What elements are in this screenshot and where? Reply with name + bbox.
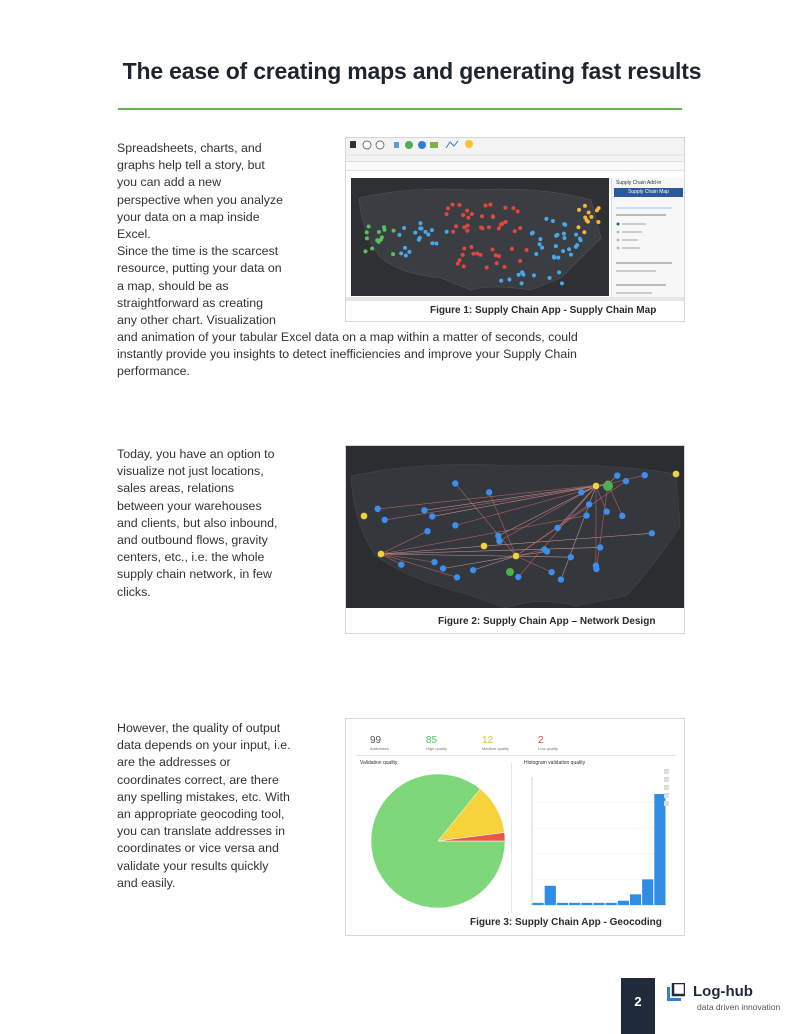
ribbon-icons <box>346 138 684 162</box>
kpi-label: Low quality <box>538 746 559 751</box>
map-marker <box>462 264 466 268</box>
text-line: coordinates correct, are there <box>117 772 279 787</box>
map-marker <box>520 270 524 274</box>
map-marker <box>404 253 408 257</box>
map-marker <box>375 238 379 242</box>
chart-divider <box>511 763 512 913</box>
customer-node <box>586 501 592 507</box>
map-marker <box>532 273 536 277</box>
text-line: any other chart. Visualization <box>117 313 276 328</box>
map-marker <box>586 220 590 224</box>
customer-node <box>558 576 564 582</box>
map-marker <box>383 228 387 232</box>
customer-node <box>486 489 492 495</box>
map-marker <box>582 230 586 234</box>
map-marker <box>470 212 474 216</box>
map-marker <box>469 245 473 249</box>
map-marker <box>552 256 556 260</box>
customer-node <box>424 528 430 534</box>
kpi-divider <box>356 755 676 756</box>
kpi-value: 99 <box>370 735 382 746</box>
validation-pie-chart <box>368 771 508 911</box>
map-marker <box>507 278 511 282</box>
customer-node <box>597 544 603 550</box>
customer-node <box>431 559 437 565</box>
log-hub-logo-icon <box>667 983 685 1001</box>
customer-node <box>382 517 388 523</box>
excel-ribbon <box>346 138 684 162</box>
network-canvas <box>346 446 684 608</box>
customer-node <box>649 530 655 536</box>
map-marker <box>587 211 591 215</box>
hub-node <box>603 481 613 491</box>
map-canvas <box>351 178 609 296</box>
map-marker <box>451 230 455 234</box>
page-number: 2 <box>634 994 642 1009</box>
histogram-bar <box>618 901 629 905</box>
map-marker <box>458 258 462 262</box>
kpi-label: Medium quality <box>482 746 509 751</box>
map-marker <box>560 281 564 285</box>
map-marker <box>451 203 455 207</box>
text-line: are the addresses or <box>117 755 231 770</box>
map-marker <box>481 226 485 230</box>
customer-node <box>374 506 380 512</box>
map-marker <box>554 244 558 248</box>
chart-tool-icon[interactable] <box>664 769 669 774</box>
text-line: performance. <box>117 364 191 379</box>
customer-node <box>421 507 427 513</box>
map-marker <box>567 247 571 251</box>
histogram-bar <box>557 903 568 905</box>
page-title: The ease of creating maps and generating fast results <box>122 58 702 84</box>
histogram-bar <box>545 886 556 905</box>
map-marker <box>589 215 593 219</box>
map-marker <box>563 223 567 227</box>
histogram-bar <box>581 903 592 905</box>
text-line: between your warehouses <box>117 498 262 513</box>
customer-node <box>578 489 584 495</box>
chart-tool-icon[interactable] <box>664 801 669 806</box>
map-marker <box>418 221 422 225</box>
map-marker <box>397 233 401 237</box>
map-marker <box>551 219 555 223</box>
map-marker <box>548 276 552 280</box>
map-marker <box>457 203 461 207</box>
chart-tool-icon[interactable] <box>664 785 669 790</box>
formula-bar <box>346 162 684 171</box>
warehouse-node <box>513 553 520 560</box>
warehouse-node <box>593 483 600 490</box>
text-line: validate your results quickly <box>117 858 269 873</box>
text-line: Today, you have an option to <box>117 447 275 461</box>
section-3-text <box>117 720 320 892</box>
customer-node <box>593 566 599 572</box>
map-marker <box>461 253 465 257</box>
map-marker <box>525 248 529 252</box>
customer-node <box>548 569 554 575</box>
chart-tool-icon[interactable] <box>664 793 669 798</box>
map-marker <box>418 236 422 240</box>
text-line: clicks. <box>117 584 151 599</box>
map-marker <box>501 222 505 226</box>
map-marker <box>399 251 403 255</box>
pie-title: Validation quality <box>360 760 398 766</box>
customer-node <box>623 478 629 484</box>
map-marker <box>574 233 578 237</box>
map-marker <box>487 225 491 229</box>
histogram-bar <box>630 894 641 905</box>
map-marker <box>497 226 501 230</box>
supply-chain-map <box>351 178 609 296</box>
map-marker <box>466 216 470 220</box>
map-marker <box>403 246 407 250</box>
map-marker <box>364 249 368 253</box>
text-line: any spelling mistakes, etc. With <box>117 789 290 804</box>
map-marker <box>513 229 517 233</box>
map-marker <box>494 253 498 257</box>
kpi-value: 2 <box>538 735 544 746</box>
text-line: an appropriate geocoding tool, <box>117 807 285 822</box>
customer-node <box>454 574 460 580</box>
kpi-label: High quality <box>426 746 447 751</box>
kpi-high-quality <box>426 735 447 751</box>
customer-node <box>642 472 648 478</box>
map-marker <box>538 242 542 246</box>
map-marker <box>540 246 544 250</box>
text-line: resource, putting your data on <box>117 261 282 276</box>
map-marker <box>426 232 430 236</box>
text-line: and clients, but also inbound, <box>117 515 278 530</box>
figure-1-caption: Figure 1: Supply Chain App - Supply Chain Map <box>430 305 657 316</box>
text-line: a map, should be as <box>117 278 229 293</box>
map-marker <box>503 206 507 210</box>
map-marker <box>530 232 534 236</box>
map-marker <box>562 236 566 240</box>
text-line: Spreadsheets, charts, and <box>117 141 262 155</box>
brand-tagline: data driven innovation <box>697 1002 781 1012</box>
map-marker <box>495 261 499 265</box>
customer-node <box>495 533 501 539</box>
map-marker <box>407 250 411 254</box>
text-line: graphs help tell a story, but <box>117 158 265 173</box>
map-marker <box>413 231 417 235</box>
histogram-bar <box>533 903 544 905</box>
histogram-bar <box>593 903 604 905</box>
customer-node <box>619 513 625 519</box>
map-marker <box>445 230 449 234</box>
warehouse-node <box>673 471 680 478</box>
text-line: you can add a new <box>117 175 222 190</box>
map-marker <box>562 232 566 236</box>
map-marker <box>534 252 538 256</box>
chart-tool-icon[interactable] <box>664 777 669 782</box>
customer-node <box>568 554 574 560</box>
map-marker <box>497 254 501 258</box>
map-marker <box>569 253 573 257</box>
map-marker <box>596 220 600 224</box>
map-marker <box>517 273 521 277</box>
map-marker <box>516 209 520 213</box>
map-marker <box>574 245 578 249</box>
customer-node <box>440 565 446 571</box>
map-marker <box>485 265 489 269</box>
text-line: Excel. <box>117 227 151 242</box>
map-marker <box>480 214 484 218</box>
text-line: you can translate addresses in <box>117 824 286 839</box>
map-marker <box>465 229 469 233</box>
title-divider <box>118 108 682 110</box>
map-marker <box>561 249 565 253</box>
map-marker <box>456 262 460 266</box>
map-marker <box>583 204 587 208</box>
map-marker <box>597 206 601 210</box>
text-line: data depends on your input, i.e. <box>117 738 291 753</box>
customer-node <box>614 472 620 478</box>
customer-node <box>515 574 521 580</box>
section-2-text <box>117 446 307 601</box>
customer-node <box>583 512 589 518</box>
map-marker <box>392 229 396 233</box>
map-marker <box>419 226 423 230</box>
map-marker <box>511 206 515 210</box>
map-marker <box>367 225 371 229</box>
figure-2-network-design <box>345 445 685 634</box>
map-marker <box>520 281 524 285</box>
map-marker <box>479 253 483 257</box>
text-line: sales areas, relations <box>117 481 235 496</box>
map-marker <box>518 226 522 230</box>
map-marker <box>544 217 548 221</box>
text-line: instantly provide you insights to detect inefficiencies and improve your Supply Chain <box>117 347 577 362</box>
customer-node <box>544 548 550 554</box>
text-line: perspective when you analyze <box>117 192 283 207</box>
customer-node <box>604 508 610 514</box>
kpi-medium-quality <box>482 735 509 751</box>
map-marker <box>461 213 465 217</box>
figure-1-excel-map <box>345 137 685 322</box>
map-marker <box>503 265 507 269</box>
kpi-value: 85 <box>426 735 438 746</box>
map-marker <box>554 234 558 238</box>
customer-node <box>554 525 560 531</box>
map-marker <box>402 226 406 230</box>
warehouse-node <box>481 543 488 550</box>
text-line: However, the quality of output <box>117 721 281 735</box>
text-line: Since the time is the scarcest <box>117 244 279 259</box>
panel-title: Supply Chain Add-in <box>616 180 662 186</box>
map-marker <box>445 212 449 216</box>
figure-3-caption: Figure 3: Supply Chain App - Geocoding <box>470 917 662 928</box>
text-line: supply chain network, in few <box>117 567 272 582</box>
map-marker <box>430 241 434 245</box>
map-marker <box>365 230 369 234</box>
text-line: your data on a map inside <box>117 209 260 224</box>
map-marker <box>391 252 395 256</box>
map-marker <box>377 230 381 234</box>
kpi-value: 12 <box>482 735 494 746</box>
customer-node <box>452 522 458 528</box>
map-marker <box>518 259 522 263</box>
hub-node <box>506 568 514 576</box>
kpi-low-quality <box>538 735 558 751</box>
map-marker <box>557 270 561 274</box>
text-line: centers, etc., i.e. the whole <box>117 550 265 565</box>
text-line: straightforward as creating <box>117 295 264 310</box>
histogram-title: Histogram validation quality <box>524 760 586 766</box>
kpi-addresses <box>370 735 389 751</box>
text-line: visualize not just locations, <box>117 464 264 479</box>
customer-node <box>452 480 458 486</box>
section-1-text <box>117 140 313 329</box>
customer-node <box>470 567 476 573</box>
map-marker <box>510 247 514 251</box>
warehouse-node <box>378 551 385 558</box>
text-line: and outbound flows, gravity <box>117 533 268 548</box>
sheet-tabs[interactable] <box>346 297 684 301</box>
map-marker <box>430 228 434 232</box>
map-marker <box>446 206 450 210</box>
brand-name: Log-hub <box>693 983 753 1000</box>
map-marker <box>462 225 466 229</box>
warehouse-node <box>361 513 368 520</box>
panel-options <box>612 200 685 300</box>
supply-chain-addin-panel[interactable] <box>611 178 684 298</box>
map-marker <box>577 208 581 212</box>
map-marker <box>491 215 495 219</box>
map-marker <box>488 203 492 207</box>
customer-node <box>398 561 404 567</box>
map-marker <box>499 279 503 283</box>
histogram-bar <box>606 903 617 905</box>
map-marker <box>465 209 469 213</box>
histogram-bar <box>642 879 653 905</box>
map-marker <box>370 246 374 250</box>
map-marker <box>578 237 582 241</box>
histogram-bar <box>569 903 580 905</box>
network-map <box>346 446 684 608</box>
panel-header: Supply Chain Map <box>614 188 683 197</box>
map-marker <box>365 236 369 240</box>
text-line: and animation of your tabular Excel data on a map within a matter of seconds, could <box>117 330 578 344</box>
map-marker <box>490 247 494 251</box>
map-marker <box>379 238 383 242</box>
histogram-bar <box>654 794 665 905</box>
customer-node <box>429 513 435 519</box>
map-marker <box>454 224 458 228</box>
map-marker <box>576 225 580 229</box>
text-line: coordinates or vice versa and <box>117 841 279 856</box>
map-marker <box>538 237 542 241</box>
figure-3-geocoding <box>345 718 685 936</box>
kpi-label: Addresses <box>370 746 389 751</box>
map-marker <box>471 252 475 256</box>
text-line: and easily. <box>117 875 176 890</box>
map-marker <box>434 242 438 246</box>
figure-2-caption: Figure 2: Supply Chain App – Network Design <box>438 616 656 627</box>
validation-histogram <box>514 765 674 915</box>
map-marker <box>484 203 488 207</box>
map-marker <box>462 247 466 251</box>
section-1-text-wide <box>117 329 683 381</box>
map-marker <box>556 256 560 260</box>
